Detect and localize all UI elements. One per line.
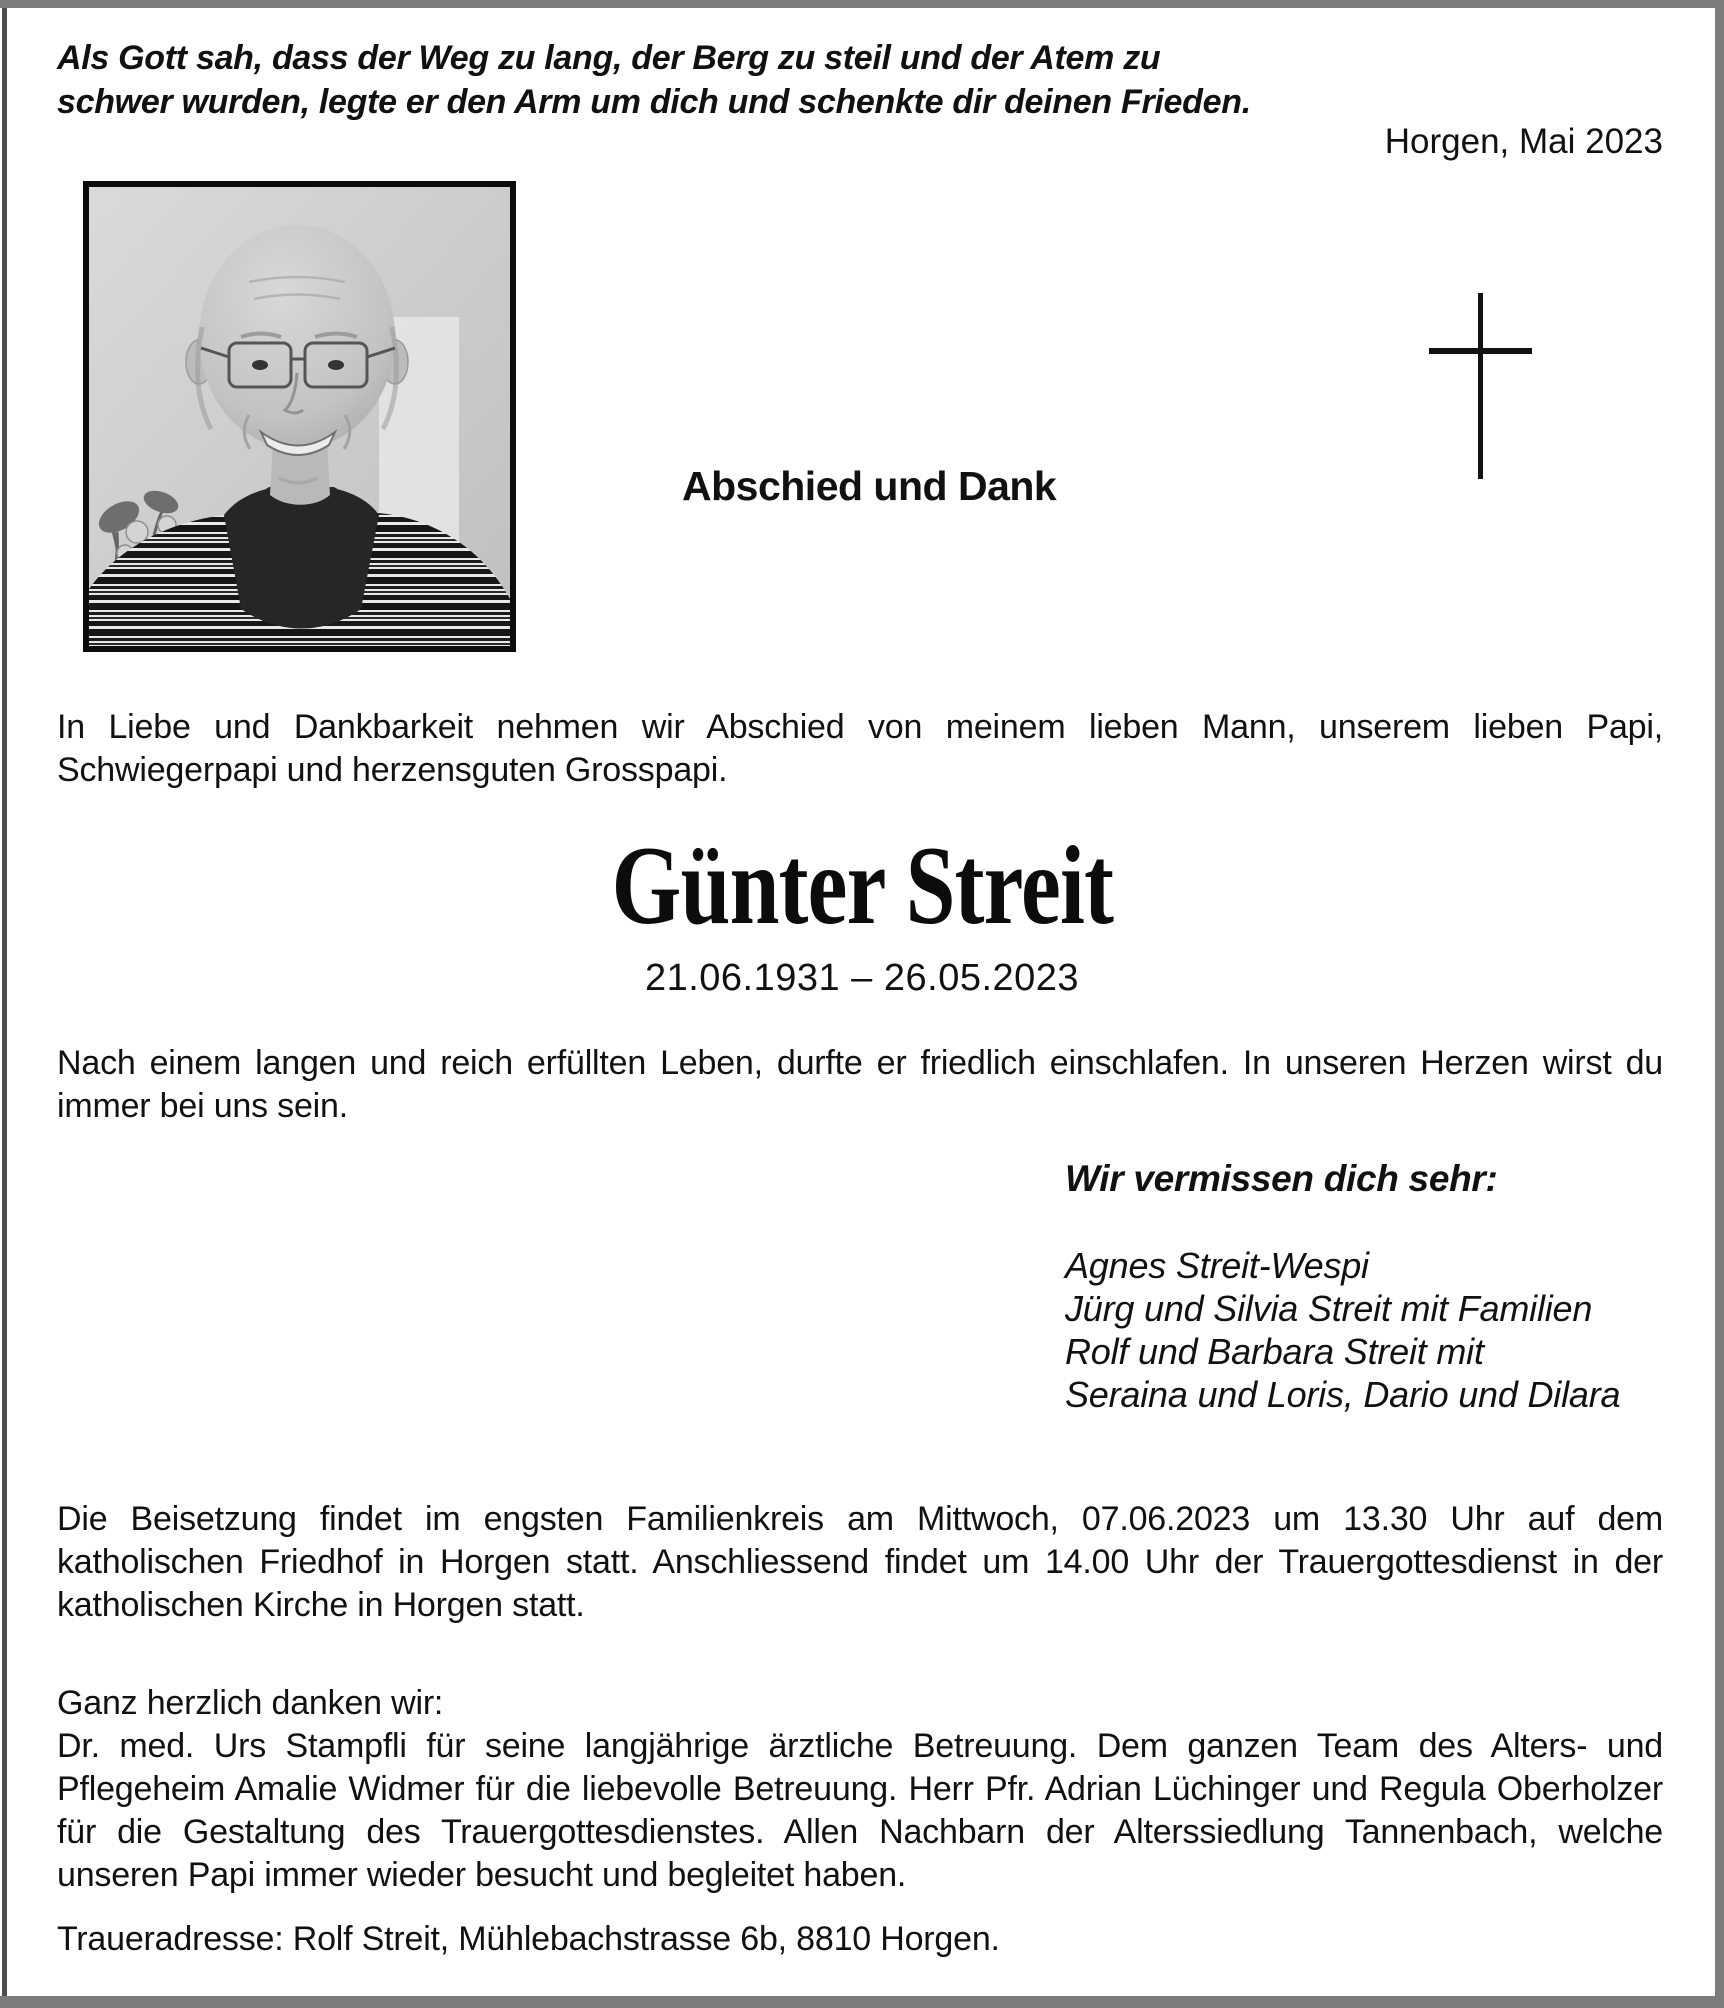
mourner-name: Agnes Streit-Wespi	[1065, 1245, 1369, 1286]
top-gray-bar	[0, 0, 1724, 8]
mourner-name: Seraina und Loris, Dario und Dilara	[1065, 1374, 1621, 1415]
left-border-line	[2, 8, 7, 1996]
mourner-name: Rolf und Barbara Streit mit	[1065, 1331, 1484, 1372]
life-dates: 21.06.1931 – 26.05.2023	[644, 957, 1080, 999]
funeral-details-paragraph: Die Beisetzung findet im engsten Familienkreis am Mittwoch, 07.06.2023 um 13.30 Uhr auf dem katholischen Friedhof in Horgen statt. Anschliessend findet um 14.00 Uhr der Trauergottesdienst in der katholischen Kirche in Horgen statt.	[57, 1500, 1663, 1624]
deceased-name: Günter Streit	[611, 824, 1113, 948]
intro-paragraph: In Liebe und Dankbarkeit nehmen wir Abschied von meinem lieben Mann, unserem lieben Papi, Schwiegerpapi und herzensguten Grosspapi.	[57, 708, 1663, 789]
cross-vertical-bar	[1478, 293, 1483, 479]
place-and-date: Horgen, Mai 2023	[1384, 122, 1663, 161]
deceased-name-row	[0, 824, 1724, 948]
mourning-heading: Wir vermissen dich sehr:	[1065, 1158, 1498, 1199]
passing-paragraph: Nach einem langen und reich erfüllten Leben, durfte er friedlich einschlafen. In unseren Herzen wirst du immer bei uns sein.	[57, 1044, 1663, 1125]
portrait-illustration	[89, 187, 510, 646]
cross-horizontal-bar	[1429, 348, 1532, 354]
thanks-intro-line: Ganz herzlich danken wir:	[57, 1684, 444, 1722]
mourner-name: Jürg und Silvia Streit mit Familien	[1065, 1288, 1593, 1329]
quote-line-2: schwer wurden, legte er den Arm um dich und schenkte dir deinen Frieden.	[57, 83, 1251, 121]
quote-line-1: Als Gott sah, dass der Weg zu lang, der Berg zu steil und der Atem zu	[57, 39, 1161, 77]
mourners-list	[1065, 1244, 1705, 1416]
portrait-photo	[83, 181, 516, 652]
thanks-paragraph: Dr. med. Urs Stampfli für seine langjährige ärztliche Betreuung. Dem ganzen Team des Alters- und Pflegeheim Amalie Widmer für die liebevolle Betreuung. Herr Pfr. Adrian Lüchinger und Regula Oberholzer für die Gestaltung des Trauergottesdienstes. Allen Nachbarn der Alterssiedlung Tannenbach, welche unseren Papi immer wieder besucht und begleitet haben.	[57, 1727, 1663, 1894]
memorial-quote	[57, 36, 1663, 124]
right-gray-bar	[1715, 8, 1724, 1996]
mourning-address: Traueradresse: Rolf Streit, Mühlebachstrasse 6b, 8810 Horgen.	[57, 1920, 1000, 1958]
page-title: Abschied und Dank	[682, 463, 1057, 509]
bottom-gray-bar	[0, 1996, 1724, 2008]
